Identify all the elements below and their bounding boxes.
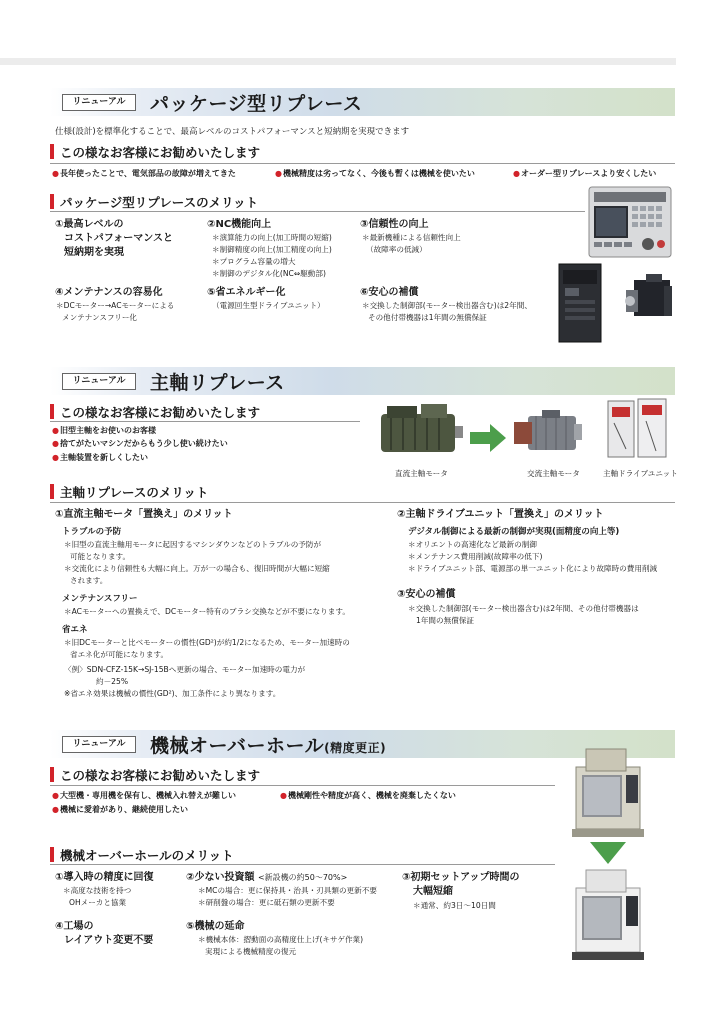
merit-title: ⑥安心の補償 [360,287,419,298]
merit-title: 短納期を実現 [64,247,124,258]
merit-note: OHメーカと協業 [69,898,127,907]
merit-title: ①最高レベルの [55,219,124,230]
nc-panel-image [588,186,672,258]
merit-note: ＊制御精度の向上(加工精度の向上) [212,245,332,254]
image-caption: 交流主軸モータ [527,469,580,478]
section-title: パッケージ型リプレース [150,93,363,115]
merit-note: （故障率の低減） [366,245,427,254]
merit-note: 省エネ化が可能になります。 [70,650,169,659]
merit-note: 約－25% [96,677,129,686]
recommend-item: ● 大型機・専用機を保有し、機械入れ替えが難しい [52,790,236,802]
merit-note: メンテナンスフリー化 [62,313,138,322]
merit-note: ＊交換した制御部(モーター検出器含む)は2年間、その他付帯機器は [408,604,639,613]
merit-note: ＊最新機種による信頼性向上 [362,233,461,242]
recommend-heading: この様なお客様にお勧めいたします [50,143,260,161]
servo-motor-image [620,272,676,328]
merit-note: ＊機械本体：摺動面の高精度仕上げ(キサゲ作業) [198,935,364,944]
merit-title: ③安心の補償 [397,589,456,600]
section-title: 主軸リプレース [150,372,285,394]
merit-title: ④工場の [55,921,94,932]
lead-text: 仕様(設計)を標準化することで、最高レベルのコストパフォーマンスと短納期を実現できます [55,127,410,137]
arrow-right-icon [470,424,506,452]
merit-note: ※省エネ効果は機械の慣性(GD²)、加工条件により異なります。 [64,689,281,698]
merit-subtitle: メンテナンスフリー [62,594,138,604]
merit-note: ＊オリエントの高速化など最新の制御 [408,540,537,549]
recommend-item: ● オーダー型リプレースより安くしたい [513,168,656,180]
renewal-tag: リニューアル [62,373,136,390]
arrow-down-icon [590,842,626,864]
top-divider [0,58,676,65]
divider [50,163,675,164]
merit-note: ＊交流化により信頼性も大幅に向上。万が一の場合も、復旧時間が大幅に短縮 [64,564,330,573]
merit-title: レイアウト変更不要 [64,935,154,946]
old-machine-image [568,745,648,840]
drive-unit-image [555,262,605,344]
merit-note: ＊交換した制御部(モーター検出器含む)は2年間、 [362,301,532,310]
renewal-tag: リニューアル [62,736,136,753]
image-caption: 直流主軸モータ [395,469,448,478]
merit-subtitle: トラブルの予防 [62,527,122,537]
merit-note: されます。 [70,576,108,585]
ac-motor-image [512,408,584,458]
overhauled-machine-image [568,866,648,964]
merit-heading: パッケージ型リプレースのメリット [50,193,258,211]
merit-heading: 主軸リプレースのメリット [50,483,208,501]
divider [50,502,675,503]
recommend-item: ● 機械に愛着があり、継続使用したい [52,804,188,816]
merit-title: ④メンテナンスの容易化 [55,287,163,298]
merit-note: （電源回生型ドライブユニット） [212,301,325,310]
section-header-spindle [50,367,675,395]
divider [50,211,585,212]
merit-note: ＊MCの場合：更に保持具・治具・刃具類の更新不要 [198,886,377,895]
dc-motor-image [375,400,465,462]
merit-title: 大幅短縮 [413,886,453,897]
merit-note: ＊研削盤の場合：更に砥石類の更新不要 [198,898,335,907]
recommend-item: ● 長年使ったことで、電気部品の故障が増えてきた [52,168,236,180]
merit-title: ③信頼性の向上 [360,219,429,230]
merit-note: ＊ACモーターへの置換えで、DCモーター特有のブラシ交換などが不要になります。 [64,607,350,616]
merit-note: ＊DCモーター→ACモーターによる [56,301,175,310]
spindle-drive-unit-image [606,397,670,461]
merit-title: ②NC機能向上 [207,219,272,230]
merit-note: 実現による機械精度の復元 [205,947,297,956]
merit-title: コストパフォーマンスと [64,233,173,244]
merit-note: ＊旧DCモーターと比べモーターの慣性(GD²)が約1/2になるため、モーター加速時の [64,638,350,647]
merit-note: ＊演算能力の向上(加工時間の短縮) [212,233,332,242]
merit-title: ②少ない投資額 <新設機の約50〜70%> [186,872,348,883]
merit-note: ＊高度な技術を持つ [63,886,132,895]
merit-note: ＊制御のデジタル化(NC⇔駆動部) [212,269,326,278]
recommend-heading: この様なお客様にお勧めいたします [50,766,260,784]
merit-title: ②主軸ドライブユニット「置換え」のメリット [397,509,604,520]
merit-heading: 機械オーバーホールのメリット [50,846,234,864]
section-title: 機械オーバーホール(精度更正) [150,735,387,757]
merit-note: ＊旧型の直流主軸用モータに起因するマシンダウンなどのトラブルの予防が [64,540,322,549]
section-header-package [50,88,675,116]
renewal-tag: リニューアル [62,94,136,111]
merit-title: ⑤機械の延命 [186,921,245,932]
merit-note: 1年間の無償保証 [416,616,474,625]
merit-note: 可能となります。 [70,552,131,561]
merit-title: ①導入時の精度に回復 [55,872,154,883]
merit-note: その他付帯機器は1年間の無償保証 [368,313,487,322]
merit-title: ⑤省エネルギー化 [207,287,286,298]
recommend-item: ● 主軸装置を新しくしたい [52,452,148,464]
merit-subtitle: 省エネ [62,625,88,635]
merit-title: ①直流主軸モータ「置換え」のメリット [55,509,233,520]
divider [50,421,360,422]
recommend-item: ● 機械剛性や精度が高く、機械を廃棄したくない [280,790,456,802]
divider [50,785,555,786]
merit-note: ＊メンテナンス費用削減(故障率の低下) [408,552,543,561]
divider [50,864,555,865]
merit-note: 〈例〉SDN-CFZ-15K→SJ-15Bへ更新の場合、モーター加速時の電力が [64,665,306,674]
merit-note: ＊通常、約3日〜10日間 [413,901,496,910]
recommend-item: ● 旧型主軸をお使いのお客様 [52,425,156,437]
recommend-heading: この様なお客様にお勧めいたします [50,403,260,421]
merit-note: ＊プログラム容量の増大 [212,257,296,266]
recommend-item: ● 捨てがたいマシンだからもう少し使い続けたい [52,438,228,450]
recommend-item: ● 機械精度は劣ってなく、今後も暫くは機械を使いたい [275,168,475,180]
merit-note: ＊ドライブユニット部、電源部の単一ユニット化により故障時の費用削減 [408,564,658,573]
merit-subtitle: デジタル制御による最新の制御が実現(面精度の向上等) [408,527,620,537]
merit-title: ③初期セットアップ時間の [402,872,520,883]
image-caption: 主軸ドライブユニット [603,469,678,478]
